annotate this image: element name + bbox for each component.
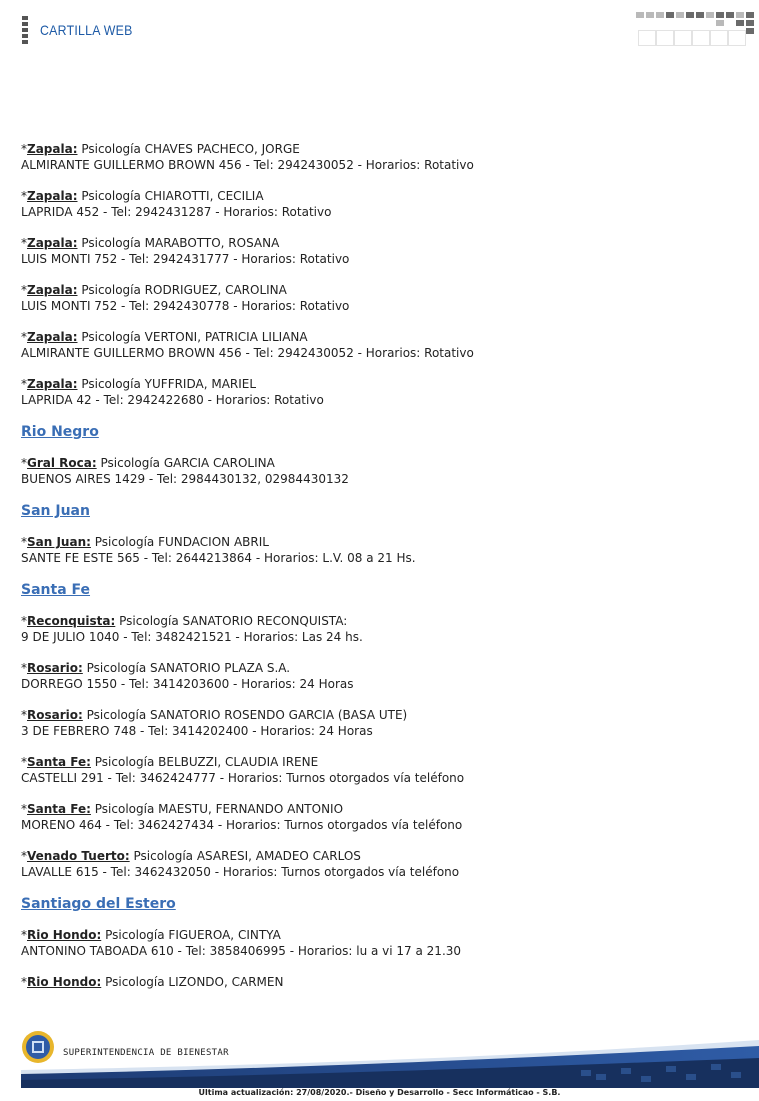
provider-entry (21, 141, 741, 173)
provider-city-link[interactable]: Rosario: (27, 661, 83, 675)
provider-address: LUIS MONTI 752 - Tel: 2942430778 - Horarios: Rotativo (21, 299, 350, 313)
provider-address: LAPRIDA 452 - Tel: 2942431287 - Horarios: Rotativo (21, 205, 332, 219)
provider-name: Psicología SANATORIO PLAZA S.A. (86, 661, 291, 675)
provider-address: LUIS MONTI 752 - Tel: 2942431777 - Horarios: Rotativo (21, 252, 350, 266)
provider-entry (21, 534, 741, 566)
provider-line (21, 376, 741, 392)
provider-line (21, 235, 741, 251)
bullet-mark: * (21, 802, 27, 816)
provider-name: Psicología CHIAROTTI, CECILIA (81, 189, 264, 203)
provider-line (21, 141, 741, 157)
provider-entry (21, 927, 741, 959)
provider-address: ALMIRANTE GUILLERMO BROWN 456 - Tel: 2942430052 - Horarios: Rotativo (21, 346, 474, 360)
provider-address: 3 DE FEBRERO 748 - Tel: 3414202400 - Horarios: 24 Horas (21, 724, 373, 738)
provider-address: LAPRIDA 42 - Tel: 2942422680 - Horarios: Rotativo (21, 393, 324, 407)
region-heading-santiago-del-estero[interactable]: Santiago del Estero (21, 896, 176, 912)
bullet-mark: * (21, 975, 27, 989)
provider-city-link[interactable]: Venado Tuerto: (27, 849, 130, 863)
provider-entry (21, 660, 741, 692)
provider-line (21, 707, 741, 723)
provider-name: Psicología LIZONDO, CARMEN (105, 975, 284, 989)
provider-entry (21, 801, 741, 833)
provider-city-link[interactable]: Santa Fe: (27, 802, 91, 816)
provider-line (21, 455, 741, 471)
provider-list (21, 141, 741, 1005)
footer-organization-name: SUPERINTENDENCIA DE BIENESTAR (63, 1048, 229, 1058)
footer-wave-graphic (21, 1030, 759, 1088)
provider-name: Psicología GARCIA CAROLINA (100, 456, 275, 470)
provider-address: DORREGO 1550 - Tel: 3414203600 - Horarios: 24 Horas (21, 677, 354, 691)
provider-address: 9 DE JULIO 1040 - Tel: 3482421521 - Horarios: Las 24 hs. (21, 630, 363, 644)
provider-entry (21, 613, 741, 645)
provider-city-link[interactable]: Zapala: (27, 330, 78, 344)
provider-line (21, 801, 741, 817)
provider-address: BUENOS AIRES 1429 - Tel: 2984430132, 02984430132 (21, 472, 349, 486)
provider-city-link[interactable]: Zapala: (27, 189, 78, 203)
provider-line (21, 974, 741, 990)
provider-city-link[interactable]: Santa Fe: (27, 755, 91, 769)
region-heading-rio-negro[interactable]: Rio Negro (21, 424, 99, 440)
bullet-mark: * (21, 236, 27, 250)
provider-address: SANTE FE ESTE 565 - Tel: 2644213864 - Horarios: L.V. 08 a 21 Hs. (21, 551, 416, 565)
provider-address: LAVALLE 615 - Tel: 3462432050 - Horarios: Turnos otorgados vía teléfono (21, 865, 460, 879)
bullet-mark: * (21, 849, 27, 863)
provider-name: Psicología RODRIGUEZ, CAROLINA (81, 283, 287, 297)
bullet-mark: * (21, 614, 27, 628)
provider-entry (21, 707, 741, 739)
provider-name: Psicología CHAVES PACHECO, JORGE (81, 142, 300, 156)
provider-line (21, 613, 741, 629)
provider-city-link[interactable]: Rio Hondo: (27, 975, 102, 989)
bullet-mark: * (21, 283, 27, 297)
provider-city-link[interactable]: Gral Roca: (27, 456, 97, 470)
provider-name: Psicología VERTONI, PATRICIA LILIANA (81, 330, 308, 344)
provider-address: CASTELLI 291 - Tel: 3462424777 - Horarios: Turnos otorgados vía teléfono (21, 771, 465, 785)
bullet-mark: * (21, 189, 27, 203)
provider-line (21, 534, 741, 550)
bullet-mark: * (21, 661, 27, 675)
provider-city-link[interactable]: Zapala: (27, 236, 78, 250)
provider-entry (21, 235, 741, 267)
provider-name: Psicología ASARESI, AMADEO CARLOS (133, 849, 361, 863)
bullet-mark: * (21, 330, 27, 344)
provider-entry (21, 455, 741, 487)
provider-line (21, 848, 741, 864)
provider-entry (21, 848, 741, 880)
bullet-mark: * (21, 456, 27, 470)
provider-line (21, 282, 741, 298)
region-heading-san-juan[interactable]: San Juan (21, 503, 90, 519)
provider-line (21, 754, 741, 770)
provider-line (21, 927, 741, 943)
bullet-mark: * (21, 708, 27, 722)
institution-seal-icon (21, 1030, 55, 1064)
provider-line (21, 660, 741, 676)
provider-entry (21, 188, 741, 220)
header-mark (22, 16, 28, 46)
provider-name: Psicología BELBUZZI, CLAUDIA IRENE (94, 755, 319, 769)
provider-name: Psicología SANATORIO ROSENDO GARCIA (BASA UTE) (86, 708, 408, 722)
provider-entry (21, 754, 741, 786)
provider-name: Psicología MAESTU, FERNANDO ANTONIO (94, 802, 344, 816)
provider-address: MORENO 464 - Tel: 3462427434 - Horarios: Turnos otorgados vía teléfono (21, 818, 463, 832)
provider-name: Psicología MARABOTTO, ROSANA (81, 236, 280, 250)
bullet-mark: * (21, 142, 27, 156)
provider-line (21, 329, 741, 345)
provider-entry (21, 974, 741, 990)
footer-banner (21, 1030, 759, 1088)
provider-city-link[interactable]: Zapala: (27, 377, 78, 391)
provider-city-link[interactable]: San Juan: (27, 535, 91, 549)
region-heading-santa-fe[interactable]: Santa Fe (21, 582, 91, 598)
bullet-mark: * (21, 377, 27, 391)
bullet-mark: * (21, 535, 27, 549)
provider-city-link[interactable]: Rio Hondo: (27, 928, 102, 942)
provider-entry (21, 376, 741, 408)
provider-city-link[interactable]: Zapala: (27, 142, 78, 156)
provider-address: ANTONINO TABOADA 610 - Tel: 3858406995 - Horarios: lu a vi 17 a 21.30 (21, 944, 462, 958)
decorative-pixels (634, 10, 759, 48)
provider-name: Psicología SANATORIO RECONQUISTA: (119, 614, 348, 628)
provider-address: ALMIRANTE GUILLERMO BROWN 456 - Tel: 2942430052 - Horarios: Rotativo (21, 158, 474, 172)
provider-line (21, 188, 741, 204)
provider-name: Psicología YUFFRIDA, MARIEL (81, 377, 257, 391)
provider-entry (21, 329, 741, 361)
provider-name: Psicología FIGUEROA, CINTYA (105, 928, 281, 942)
page-title: CARTILLA WEB (40, 22, 133, 38)
provider-city-link[interactable]: Rosario: (27, 708, 83, 722)
provider-entry (21, 282, 741, 314)
bullet-mark: * (21, 928, 27, 942)
footer-last-updated: Ultima actualización: 27/08/2020.- Diseño y Desarrollo - Secc Informáticao - S.B. (198, 1088, 561, 1097)
provider-city-link[interactable]: Reconquista: (27, 614, 116, 628)
provider-name: Psicología FUNDACION ABRIL (94, 535, 269, 549)
bullet-mark: * (21, 755, 27, 769)
provider-city-link[interactable]: Zapala: (27, 283, 78, 297)
